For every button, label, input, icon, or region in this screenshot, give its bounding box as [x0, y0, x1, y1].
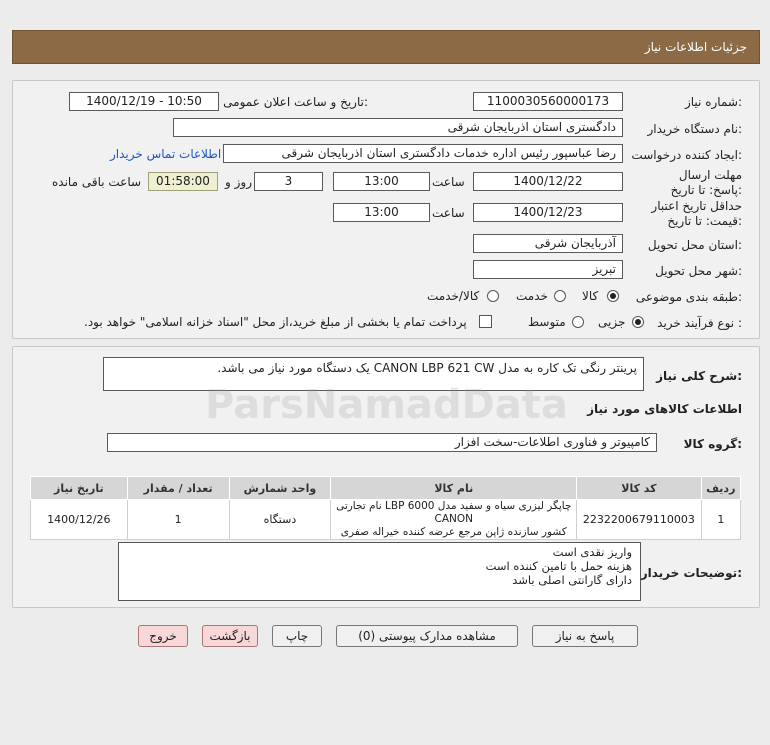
reply-time-field: 13:00 — [333, 172, 430, 191]
row-unit: دستگاه — [229, 500, 331, 540]
view-docs-button[interactable]: مشاهده مدارک پیوستی (0) — [336, 625, 518, 647]
buyer-org-label: نام دستگاه خریدار: — [647, 122, 742, 136]
treasury-payment-checkbox[interactable] — [479, 315, 492, 328]
validity-text: حداقل تاریخ اعتبار قیمت: تا تاریخ: — [651, 199, 742, 228]
remaining-time-field: 01:58:00 — [148, 172, 218, 191]
row-code: 2232200679110003 — [577, 500, 701, 540]
announce-label: تاریخ و ساعت اعلان عمومی: — [223, 95, 368, 109]
need-number-field: 1100030560000173 — [473, 92, 623, 111]
delivery-province-field: آذربایجان شرقی — [473, 234, 623, 253]
validity-label — [642, 199, 742, 229]
row-name — [331, 500, 577, 540]
validity-time-field: 13:00 — [333, 203, 430, 222]
process-label: نوع فرآیند خرید : — [657, 316, 742, 330]
row-name-line1: چاپگر لیزری سیاه و سفید مدل LBP 6000 نام تجارتی CANON — [336, 500, 572, 525]
treasury-payment-note: پرداخت تمام یا بخشی از مبلغ خرید،از محل "اسناد خزانه اسلامی" خواهد بود. — [84, 315, 467, 329]
row-name-line2: کشور سازنده ژاپن مرجع عرضه کننده خیراله صفری — [340, 526, 567, 538]
delivery-city-label: شهر محل تحویل: — [655, 264, 742, 278]
validity-date-field: 1400/12/23 — [473, 203, 623, 222]
category-service-radio[interactable] — [554, 290, 566, 302]
process-minor-label: جزیی — [598, 315, 626, 329]
buyer-note-2: هزینه حمل با تامین کننده است — [485, 559, 632, 573]
col-row: ردیف — [701, 477, 740, 500]
category-label: طبقه بندی موضوعی: — [635, 290, 742, 304]
category-both-radio[interactable] — [487, 290, 499, 302]
goods-group-label: گروه کالا: — [683, 437, 742, 451]
goods-table — [30, 476, 741, 540]
goods-group-field: کامپیوتر و فناوری اطلاعات-سخت افزار — [107, 433, 657, 452]
days-field: 3 — [254, 172, 323, 191]
creator-field: رضا عباسپور رئیس اداره خدمات دادگستری استان اذربایجان شرقی — [223, 144, 623, 163]
col-name: نام کالا — [331, 477, 577, 500]
reply-button[interactable]: پاسخ به نیاز — [532, 625, 638, 647]
process-medium-label: متوسط — [528, 315, 566, 329]
delivery-city-field: تبریز — [473, 260, 623, 279]
row-qty: 1 — [127, 500, 229, 540]
validity-time-label: ساعت — [432, 206, 465, 220]
category-goods-label: کالا — [582, 289, 599, 303]
goods-info-title: اطلاعات کالاهای مورد نیاز — [587, 402, 742, 416]
category-service-label: خدمت — [516, 289, 548, 303]
remaining-label: ساعت باقی مانده — [52, 175, 142, 189]
watermark-brand: ParsNamadData — [205, 382, 568, 428]
col-unit: واحد شمارش — [229, 477, 331, 500]
delivery-province-label: استان محل تحویل: — [647, 238, 742, 252]
creator-label: ایجاد کننده درخواست: — [631, 148, 742, 162]
back-button[interactable]: بازگشت — [202, 625, 258, 647]
col-date: تاریخ نیاز — [31, 477, 128, 500]
summary-label: شرح کلی نیاز: — [656, 369, 742, 383]
summary-field: پرینتر رنگی تک کاره به مدل CANON LBP 621 CW یک دستگاه مورد نیاز می باشد. — [103, 357, 644, 391]
announce-field: 1400/12/19 - 10:50 — [69, 92, 219, 111]
process-medium-radio[interactable] — [572, 316, 584, 328]
page-title: جزئیات اطلاعات نیاز — [644, 40, 747, 54]
process-minor-radio[interactable] — [632, 316, 644, 328]
col-code: کد کالا — [577, 477, 701, 500]
reply-time-label: ساعت — [432, 175, 465, 189]
buyer-notes-field — [118, 542, 641, 601]
goods-table-header — [31, 477, 741, 500]
reply-deadline-text: مهلت ارسال پاسخ: تا تاریخ: — [670, 168, 742, 197]
page-header — [12, 30, 760, 64]
category-both-label: کالا/خدمت — [427, 289, 480, 303]
contact-buyer-link[interactable]: اطلاعات تماس خریدار — [110, 147, 222, 161]
print-button[interactable]: چاپ — [272, 625, 322, 647]
buyer-note-3: دارای گارانتی اصلی باشد — [512, 573, 632, 587]
exit-button[interactable]: خروج — [138, 625, 188, 647]
days-label: روز و — [225, 175, 252, 189]
buyer-note-1: واریز نقدی است — [552, 545, 632, 559]
reply-deadline-label — [647, 168, 742, 198]
category-goods-radio[interactable] — [607, 290, 619, 302]
table-row — [31, 500, 741, 540]
row-number: 1 — [701, 500, 740, 540]
buyer-org-field: دادگستری استان اذربایجان شرقی — [173, 118, 623, 137]
col-qty: تعداد / مقدار — [127, 477, 229, 500]
reply-date-field: 1400/12/22 — [473, 172, 623, 191]
need-number-label: شماره نیاز: — [684, 95, 742, 109]
buyer-notes-label: توضیحات خریدار: — [640, 566, 742, 580]
row-date: 1400/12/26 — [31, 500, 128, 540]
